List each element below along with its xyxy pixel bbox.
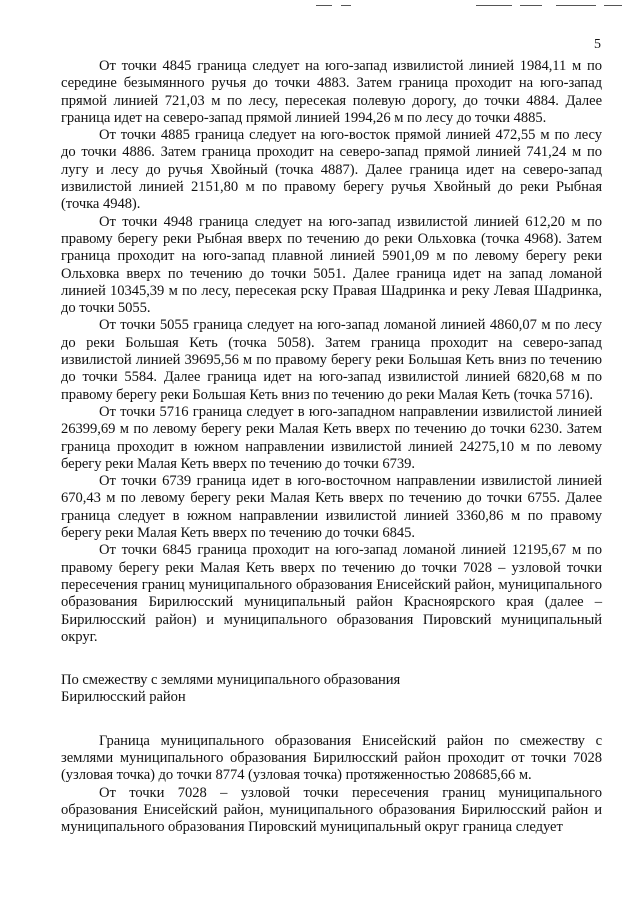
scan-artifact [604, 5, 622, 6]
page-number: 5 [594, 37, 601, 52]
scan-artifact [476, 5, 512, 6]
paragraph: От точки 5716 граница следует в юго-западном направлении извилистой линией 26399,69 м по левому берегу реки Малая Кеть вверх по течению до точки 6230. Затем граница проходит в южном направлении извилистой линией 24275,10 м по левому берегу реки Малая Кеть вверх по течению до точки 6739. [61, 403, 602, 472]
paragraph: От точки 4845 граница следует на юго-запад извилистой линией 1984,11 м по середине безымянного ручья до точки 4883. Затем граница проходит на юго-запад прямой линией 721,03 м по лесу, пересекая полевую дорогу, до точки 4884. Далее граница идет на северо-запад прямой линией 1994,26 м по лесу до точки 4885. [61, 58, 602, 126]
paragraph: От точки 4948 граница следует на юго-запад извилистой линией 612,20 м по правому берегу реки Рыбная вверх по течению до реки Ольховка (точка 4968). Затем граница проходит на юго-запад плавной линией 5901,09 м по левому берегу реки Ольховка вверх по течению до точки 5051. Далее граница идет на запад ломаной линией 10345,39 м по лесу, пересекая рску Правая Шадринка и реку Левая Шадринка, до точки 5055. [61, 213, 602, 317]
paragraph: От точки 6845 граница проходит на юго-запад ломаной линией 12195,67 м по правому берегу реки Малая Кеть вверх по течению до точки 7028 – узловой точки пересечения границ муниципального образования Енисейский район, муниципального образования Бирилюсский муниципальный район Красноярского края (далее – Бирилюсский район) и муниципального образования Пировский муниципальный округ. [61, 542, 602, 645]
paragraph: От точки 5055 граница следует на юго-запад ломаной линией 4860,07 м по лесу до реки Большая Кеть (точка 5058). Затем граница проходит на северо-запад извилистой линией 39695,56 м по правому берегу реки Большая Кеть вниз по течению до точки 5584. Далее граница идет на юго-запад извилистой линией 6820,68 м по правому берегу реки Большая Кеть вниз по течению до реки Малая Кеть (точка 5716). [61, 317, 602, 403]
paragraph: Граница муниципального образования Енисейский район по смежеству с землями муниципального образования Бирилюсский район проходит от точки 7028 (узловая точка) до точки 8774 (узловая точка) протяженностью 208685,66 м. [61, 732, 602, 784]
paragraph: От точки 6739 граница идет в юго-восточном направлении извилистой линией 670,43 м по левому берегу реки Малая Кеть вверх по течению до точки 6755. Далее граница следует в южном направлении извилистой линией 3360,86 м по правому берегу реки Малая Кеть вверх по течению до точки 6845. [61, 473, 602, 542]
scan-artifact [341, 5, 351, 6]
scan-artifact [316, 5, 332, 6]
scan-artifact [556, 5, 596, 6]
paragraph: От точки 7028 – узловой точки пересечения границ муниципального образования Енисейский район, муниципального образования Бирилюсский район и муниципального образования Пировский муниципальный округ граница следует [61, 784, 602, 836]
paragraph: От точки 4885 граница следует на юго-восток прямой линией 472,55 м по лесу до точки 4886. Затем граница проходит на северо-запад прямой линией 741,24 м по лугу и лесу до ручья Хвойный (точка 4887). Далее граница идет на северо-запад извилистой линией 2151,80 м по правому берегу ручья Хвойный до реки Рыбная (точка 4948). [61, 127, 602, 213]
section-heading [61, 672, 602, 707]
section-heading-line: Бирилюсский район [61, 689, 186, 706]
scan-artifact [520, 5, 542, 6]
section-heading-line: По смежеству с землями муниципального образования [61, 672, 401, 689]
document-body [61, 58, 602, 836]
